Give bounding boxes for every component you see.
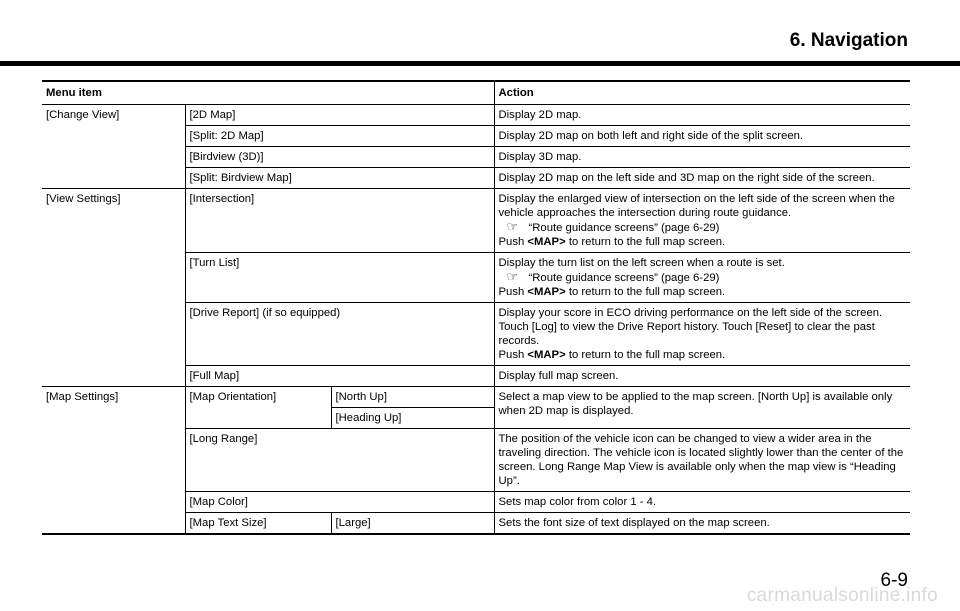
header-menu-item: Menu item	[42, 81, 494, 105]
menu-item-split-birdview: [Split: Birdview Map]	[185, 168, 494, 189]
group-map-settings: [Map Settings]	[42, 387, 185, 535]
action-text: Display 2D map on the left side and 3D map on the right side of the screen.	[494, 168, 910, 189]
reference-text: “Route guidance screens” (page 6-29)	[528, 222, 720, 234]
menu-item-2d-map: [2D Map]	[185, 105, 494, 126]
action-text: Select a map view to be applied to the map screen. [North Up] is available only when 2D map is displayed.	[494, 387, 910, 429]
menu-item-drive-report: [Drive Report] (if so equipped)	[185, 303, 494, 366]
action-text: Display your score in ECO driving performance on the left side of the screen. Touch [Log] to view the Drive Report history. Touch [Reset] to clear the past records.	[498, 307, 883, 347]
reference-text: “Route guidance screens” (page 6-29)	[528, 272, 720, 284]
action-text: Display 2D map on both left and right side of the split screen.	[494, 126, 910, 147]
watermark: carmanualsonline.info	[746, 585, 938, 606]
action-cell	[494, 253, 910, 303]
option-large: [Large]	[331, 513, 494, 535]
action-text: Sets the font size of text displayed on the map screen.	[494, 513, 910, 535]
action-text: The position of the vehicle icon can be changed to view a wider area in the traveling direction. The vehicle icon is located slightly lower than the center of the screen. Long Range Map View is available only when the map view is “Heading Up”.	[494, 429, 910, 492]
reference-pointer-icon: ☞	[506, 219, 519, 234]
action-text: Sets map color from color 1 - 4.	[494, 492, 910, 513]
header-action: Action	[494, 81, 910, 105]
action-cell	[494, 189, 910, 253]
reference-pointer-icon: ☞	[506, 269, 519, 284]
header-rule	[0, 61, 960, 66]
menu-table	[42, 80, 910, 535]
action-text: Display the turn list on the left screen when a route is set.	[498, 257, 785, 269]
action-cell	[494, 303, 910, 366]
page-number: 6-9	[880, 570, 908, 591]
map-key: <MAP>	[527, 349, 566, 361]
push-rest-text: to return to the full map screen.	[568, 286, 726, 298]
push-rest-text: to return to the full map screen.	[568, 349, 726, 361]
push-rest-text: to return to the full map screen.	[568, 236, 726, 248]
page-reference	[499, 220, 907, 235]
page-reference	[499, 270, 907, 285]
option-north-up: [North Up]	[331, 387, 494, 408]
push-text: Push	[498, 349, 525, 361]
menu-item-split-2d-map: [Split: 2D Map]	[185, 126, 494, 147]
table-row	[42, 189, 910, 253]
menu-item-birdview: [Birdview (3D)]	[185, 147, 494, 168]
menu-item-map-orientation: [Map Orientation]	[185, 387, 331, 429]
option-heading-up: [Heading Up]	[331, 408, 494, 429]
group-view-settings: [View Settings]	[42, 189, 185, 387]
menu-item-intersection: [Intersection]	[185, 189, 494, 253]
table-row	[42, 387, 910, 408]
menu-item-full-map: [Full Map]	[185, 366, 494, 387]
push-text: Push	[498, 286, 525, 298]
table-header-row	[42, 81, 910, 105]
table-row	[42, 105, 910, 126]
chapter-title: 6. Navigation	[789, 30, 908, 51]
push-text: Push	[498, 236, 525, 248]
menu-item-turn-list: [Turn List]	[185, 253, 494, 303]
map-key: <MAP>	[527, 236, 566, 248]
action-text: Display 3D map.	[494, 147, 910, 168]
action-text: Display 2D map.	[494, 105, 910, 126]
menu-item-map-color: [Map Color]	[185, 492, 494, 513]
map-key: <MAP>	[527, 286, 566, 298]
group-change-view: [Change View]	[46, 109, 120, 121]
action-text: Display the enlarged view of intersection on the left side of the screen when the vehicle approaches the intersection during route guidance.	[498, 193, 895, 219]
menu-item-long-range: [Long Range]	[185, 429, 494, 492]
menu-item-map-text-size: [Map Text Size]	[185, 513, 331, 535]
action-text: Display full map screen.	[494, 366, 910, 387]
